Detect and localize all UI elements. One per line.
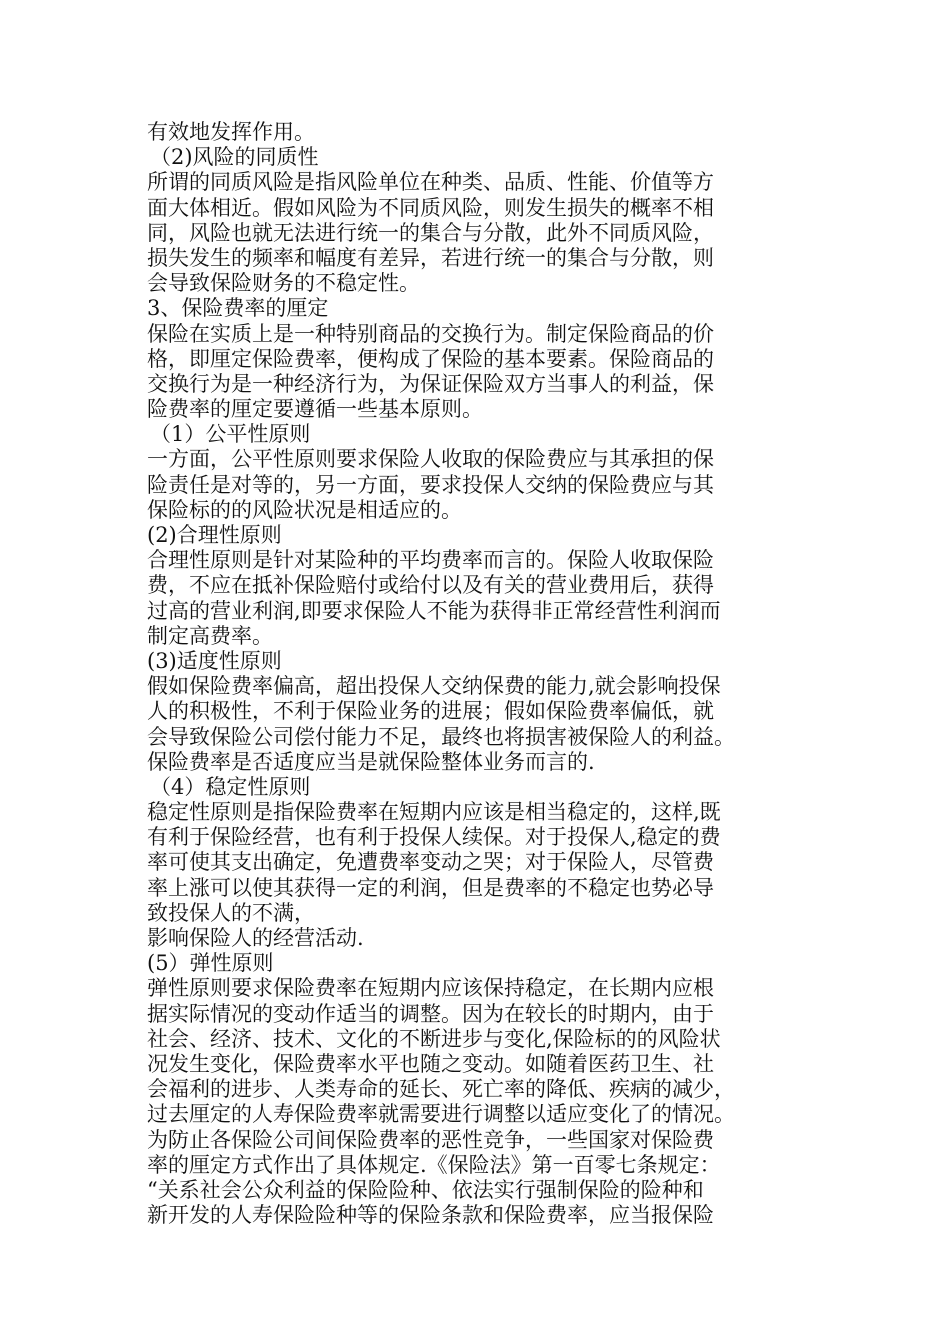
text-line: 会福利的进步、人类寿命的延长、死亡率的降低、疾病的减少， [147,1077,735,1102]
text-line: 致投保人的不满， [147,900,315,925]
text-line: 据实际情况的变动作适当的调整。因为在较长的时期内，由于 [147,1001,714,1026]
text-line: 保险在实质上是一种特别商品的交换行为。制定保险商品的价 [147,321,714,346]
text-line: 率的厘定方式作出了具体规定.《保险法》第一百零七条规定： [147,1152,721,1177]
section-heading: (2)合理性原则 [147,523,282,547]
text-line: 影响保险人的经营活动. [147,926,364,950]
text-line: 所谓的同质风险是指风险单位在种类、品质、性能、价值等方 [147,170,714,195]
text-line: 会导致保险公司偿付能力不足，最终也将损害被保险人的利益。 [147,724,735,749]
text-line: 交换行为是一种经济行为，为保证保险双方当事人的利益，保 [147,371,714,396]
section-heading: 3、保险费率的厘定 [147,296,329,321]
text-line: 弹性原则要求保险费率在短期内应该保持稳定，在长期内应根 [147,976,714,1001]
text-line: 稳定性原则是指保险费率在短期内应该是相当稳定的，这样,既 [147,800,721,825]
section-heading: (3)适度性原则 [147,648,282,673]
text-line: 况发生变化，保险费率水平也随之变动。如随着医药卫生、社 [147,1051,714,1076]
text-line: 保险费率是否适度应当是就保险整体业务而言的. [147,749,595,774]
text-line: 过去厘定的人寿保险费率就需要进行调整以适应变化了的情况。 [147,1102,735,1127]
text-line: 率上涨可以使其获得一定的利润，但是费率的不稳定也势必导 [147,875,714,900]
text-line: 保险标的的风险状况是相适应的。 [147,497,462,522]
text-line: 会导致保险财务的不稳定性。 [147,271,420,296]
text-line: 面大体相近。假如风险为不同质风险，则发生损失的概率不相 [147,195,714,220]
text-line: 假如保险费率偏高，超出投保人交纳保费的能力,就会影响投保 [147,674,721,699]
text-line: 同，风险也就无法进行统一的集合与分散，此外不同质风险， [147,220,714,245]
text-line: 人的积极性，不利于保险业务的进展；假如保险费率偏低，就 [147,699,714,724]
section-heading: （2)风险的同质性 [150,145,319,170]
text-line: 制定高费率。 [147,623,273,648]
section-heading: (5）弹性原则 [147,951,274,976]
text-line: 险责任是对等的，另一方面，要求投保人交纳的保险费应与其 [147,472,714,497]
text-line: 损失发生的频率和幅度有差异，若进行统一的集合与分散，则 [147,245,714,270]
text-line: 率可使其支出确定，免遭费率变动之哭；对于保险人，尽管费 [147,850,714,875]
text-line: 社会、经济、技术、文化的不断进步与变化,保险标的的风险状 [147,1026,721,1051]
section-heading: （4）稳定性原则 [150,774,311,799]
section-heading: （1）公平性原则 [150,422,311,447]
text-line: 有效地发挥作用。 [147,120,315,144]
text-line: 格，即厘定保险费率，便构成了保险的基本要素。保险商品的 [147,346,714,371]
text-line: 为防止各保险公司间保险费率的恶性竞争，一些国家对保险费 [147,1127,714,1152]
document-body [147,120,807,1228]
text-line: 新开发的人寿保险险种等的保险条款和保险费率，应当报保险 [147,1203,714,1228]
text-line: “关系社会公众利益的保险险种、依法实行强制保险的险种和 [147,1177,704,1202]
text-line: 一方面，公平性原则要求保险人收取的保险费应与其承担的保 [147,447,714,472]
text-line: 合理性原则是针对某险种的平均费率而言的。保险人收取保险 [147,548,714,573]
text-line: 过高的营业利润,即要求保险人不能为获得非正常经营性利润而 [147,598,721,623]
text-line: 有利于保险经营，也有利于投保人续保。对于投保人,稳定的费 [147,825,721,850]
text-line: 费，不应在抵补保险赔付或给付以及有关的营业费用后，获得 [147,573,714,598]
text-line: 险费率的厘定要遵循一些基本原则。 [147,397,483,422]
